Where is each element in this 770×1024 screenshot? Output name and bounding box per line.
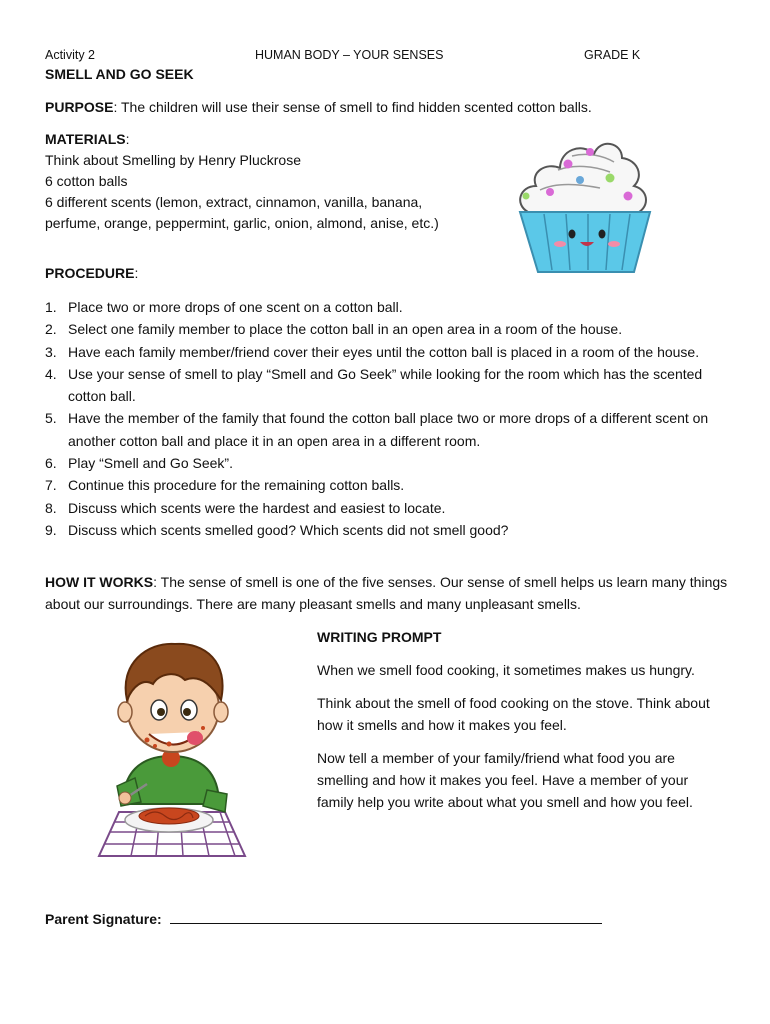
how-it-works-label: HOW IT WORKS (45, 574, 154, 590)
plate (125, 808, 213, 832)
materials-item: 6 cotton balls (45, 173, 128, 189)
writing-prompt-paragraph: Think about the smell of food cooking on the stove. Think about how it smells and how it makes you feel. (317, 695, 710, 733)
purpose-label: PURPOSE (45, 99, 114, 115)
procedure-label: PROCEDURE (45, 265, 135, 281)
grade-level: GRADE K (584, 48, 641, 62)
boy-eating-illustration (95, 634, 250, 859)
materials-item: Think about Smelling by Henry Pluckrose (45, 152, 302, 168)
activity-number: Activity 2 (45, 48, 96, 62)
materials-item: 6 different scents (lemon, extract, cinnamon, vanilla, banana, (45, 194, 423, 210)
signature-label: Parent Signature: (45, 911, 166, 927)
parent-signature (45, 909, 602, 930)
procedure-step: 7. Continue this procedure for the remaining cotton balls. (45, 477, 405, 494)
procedure-heading: PROCEDURE: (45, 265, 139, 281)
procedure-step: 2. Select one family member to place the cotton ball in an open area in a room of the house. (45, 321, 623, 338)
unit-title: HUMAN BODY – YOUR SENSES (255, 48, 444, 62)
writing-prompt-section (317, 626, 727, 813)
procedure-step: 4. Use your sense of smell to play “Smell and Go Seek” while looking for the room which has the scented cotton ball. (45, 365, 703, 405)
page-title: SMELL AND GO SEEK (45, 66, 194, 82)
procedure-step: 1. Place two or more drops of one scent on a cotton ball. (45, 299, 403, 315)
cupcake-illustration (510, 130, 660, 280)
purpose-text: : The children will use their sense of smell to find hidden scented cotton balls. (113, 99, 592, 115)
how-it-works-section (45, 571, 735, 615)
writing-prompt-paragraph: When we smell food cooking, it sometimes makes us hungry. (317, 662, 695, 678)
procedure-step: 9. Discuss which scents smelled good? Which scents did not smell good? (45, 521, 509, 538)
writing-prompt-title: WRITING PROMPT (317, 629, 442, 645)
procedure-step: 3. Have each family member/friend cover their eyes until the cotton ball is placed in a room of the house. (45, 343, 700, 360)
materials-label: MATERIALS (45, 131, 126, 147)
materials-item: perfume, orange, peppermint, garlic, onion, almond, anise, etc.) (45, 215, 439, 231)
procedure-list (45, 296, 725, 541)
writing-prompt-paragraph: Now tell a member of your family/friend what food you are smelling and how it makes you feel. Have a member of your family help you write about what you smell and how you feel. (317, 750, 693, 810)
procedure-step: 5. Have the member of the family that found the cotton ball place two or more drops of a different scent on another cotton ball and place it in an open area in a different room. (45, 410, 709, 449)
how-it-works-text: : The sense of smell is one of the five senses. Our sense of smell helps us learn many things about our surroundings. There are many pleasant smells and many unpleasant smells. (45, 574, 728, 612)
procedure-step: 8. Discuss which scents were the hardest and easiest to locate. (45, 499, 446, 516)
materials-section: MATERIALS: Think about Smelling by Henry Pluckrose 6 cotton balls 6 different scents (lemon, extract, cinnamon, vanilla, banana, perfume, orange, peppermint, garlic, onion, almond, anise, etc.) (45, 129, 505, 234)
purpose-section (45, 97, 745, 118)
procedure-step: 6. Play “Smell and Go Seek”. (45, 455, 233, 472)
signature-line[interactable] (170, 909, 602, 924)
